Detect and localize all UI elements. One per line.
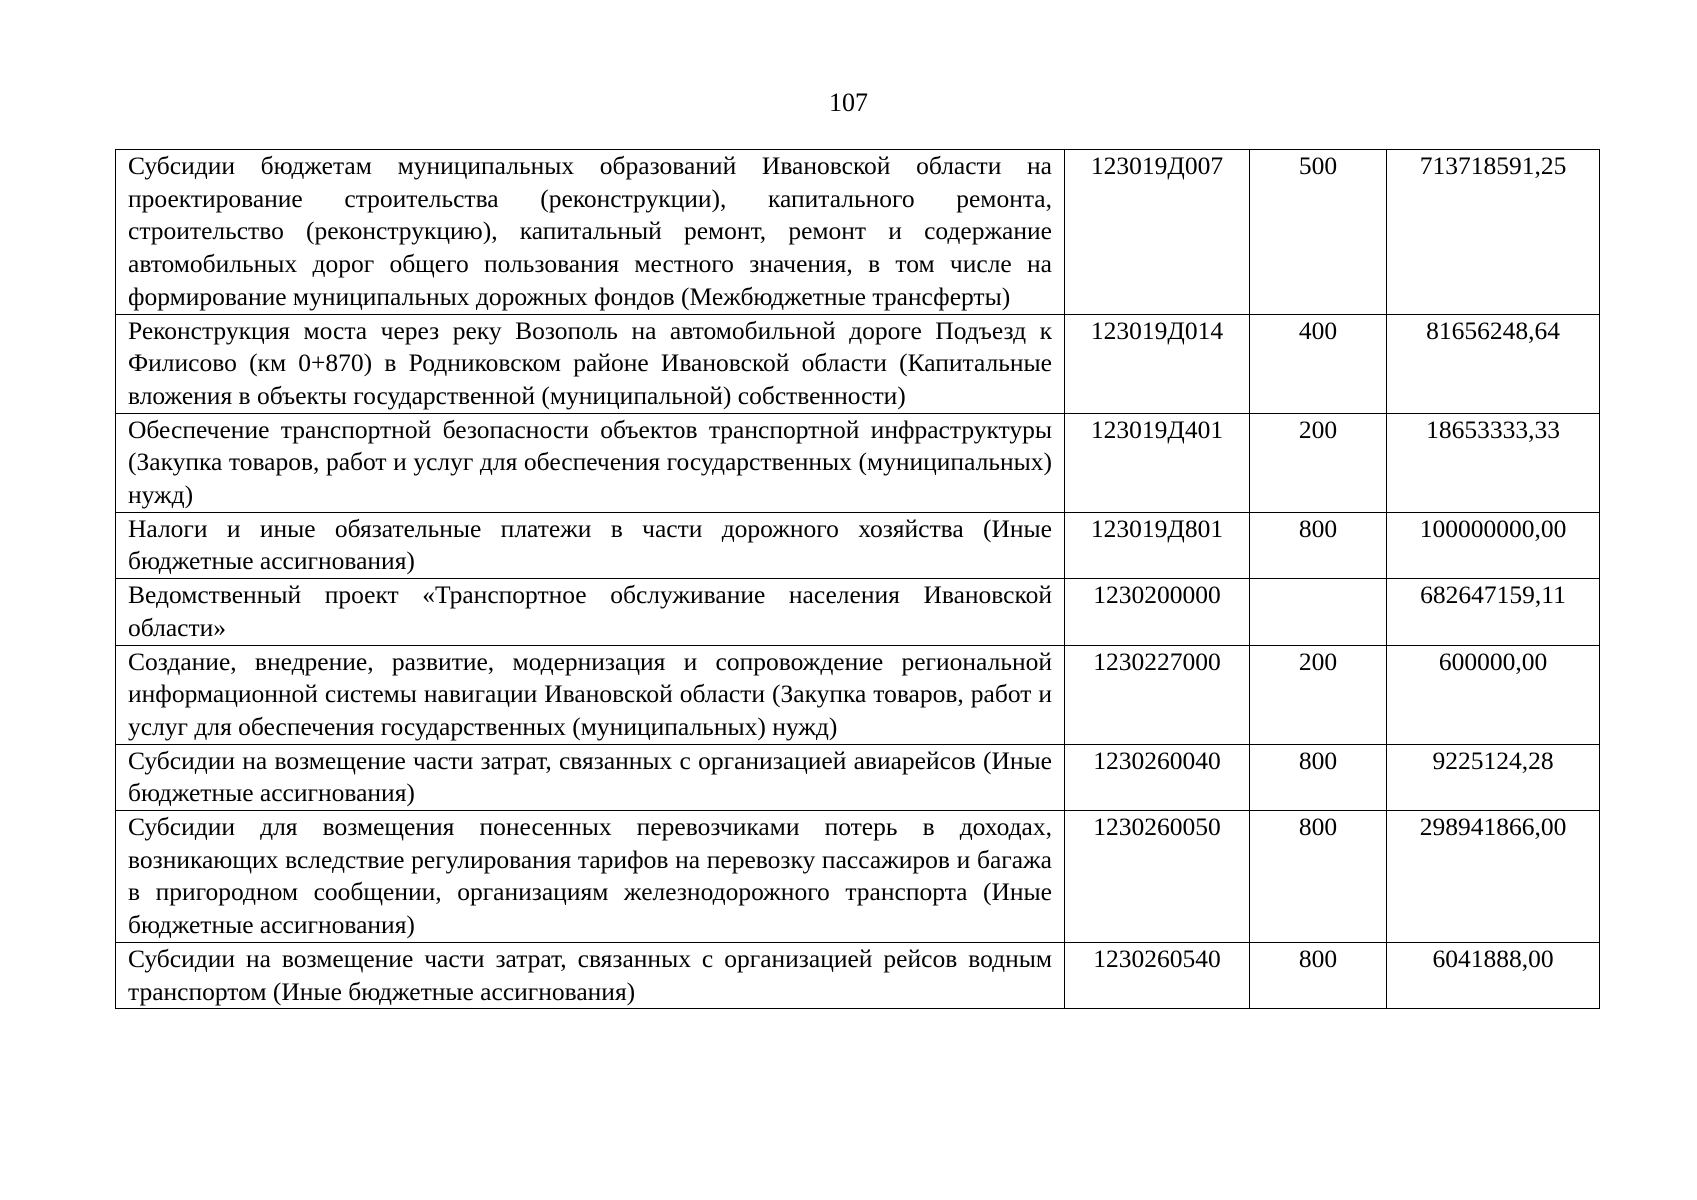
table-row (116, 413, 1600, 512)
row-amount: 298941866,00 (1387, 811, 1600, 943)
row-description: Субсидии на возмещение части затрат, связанных с организацией авиарейсов (Иные бюджетные ассигнования) (116, 744, 1065, 810)
row-expense-type: 800 (1250, 744, 1387, 810)
row-amount: 6041888,00 (1387, 942, 1600, 1008)
table-row (116, 314, 1600, 413)
row-expense-type: 200 (1250, 413, 1387, 512)
table-row (116, 512, 1600, 578)
row-target-code: 1230260040 (1065, 744, 1250, 810)
table-row (116, 942, 1600, 1008)
row-amount: 9225124,28 (1387, 744, 1600, 810)
row-description: Создание, внедрение, развитие, модернизация и сопровождение региональной информационной системы навигации Ивановской области (Закупка товаров, работ и услуг для обеспечения государственных (муниципальных) нужд) (116, 645, 1065, 744)
row-description: Субсидии бюджетам муниципальных образований Ивановской области на проектирование строительства (реконструкции), капитального ремонта, строительство (реконструкцию), капитальный ремонт, ремонт и содержание автомобильных дорог общего пользования местного значения, в том числе на формирование муниципальных дорожных фондов (Межбюджетные трансферты) (116, 150, 1065, 315)
row-target-code: 1230227000 (1065, 645, 1250, 744)
row-expense-type: 500 (1250, 150, 1387, 315)
row-target-code: 1230260540 (1065, 942, 1250, 1008)
row-target-code: 123019Д401 (1065, 413, 1250, 512)
row-amount: 81656248,64 (1387, 314, 1600, 413)
row-expense-type (1250, 579, 1387, 645)
row-target-code: 123019Д801 (1065, 512, 1250, 578)
row-target-code: 123019Д014 (1065, 314, 1250, 413)
row-amount: 713718591,25 (1387, 150, 1600, 315)
row-amount: 18653333,33 (1387, 413, 1600, 512)
row-amount: 100000000,00 (1387, 512, 1600, 578)
row-expense-type: 800 (1250, 811, 1387, 943)
row-amount: 682647159,11 (1387, 579, 1600, 645)
budget-table (115, 149, 1600, 1009)
row-description: Ведомственный проект «Транспортное обслуживание населения Ивановской области» (116, 579, 1065, 645)
page-number: 107 (829, 88, 868, 117)
row-target-code: 1230260050 (1065, 811, 1250, 943)
row-description: Субсидии для возмещения понесенных перевозчиками потерь в доходах, возникающих вследствие регулирования тарифов на перевозку пассажиров и багажа в пригородном сообщении, организациям железнодорожного транспорта (Иные бюджетные ассигнования) (116, 811, 1065, 943)
row-expense-type: 800 (1250, 942, 1387, 1008)
row-description: Налоги и иные обязательные платежи в части дорожного хозяйства (Иные бюджетные ассигнования) (116, 512, 1065, 578)
row-target-code: 1230200000 (1065, 579, 1250, 645)
row-expense-type: 200 (1250, 645, 1387, 744)
table-row (116, 811, 1600, 943)
table-row (116, 744, 1600, 810)
table-row (116, 645, 1600, 744)
row-amount: 600000,00 (1387, 645, 1600, 744)
row-description: Реконструкция моста через реку Возополь на автомобильной дороге Подъезд к Филисово (км 0+870) в Родниковском районе Ивановской области (Капитальные вложения в объекты государственной (муниципальной) собственности) (116, 314, 1065, 413)
row-description: Обеспечение транспортной безопасности объектов транспортной инфраструктуры (Закупка товаров, работ и услуг для обеспечения государственных (муниципальных) нужд) (116, 413, 1065, 512)
row-target-code: 123019Д007 (1065, 150, 1250, 315)
row-expense-type: 800 (1250, 512, 1387, 578)
row-description: Субсидии на возмещение части затрат, связанных с организацией рейсов водным транспортом (Иные бюджетные ассигнования) (116, 942, 1065, 1008)
table-row (116, 150, 1600, 315)
table-row (116, 579, 1600, 645)
row-expense-type: 400 (1250, 314, 1387, 413)
